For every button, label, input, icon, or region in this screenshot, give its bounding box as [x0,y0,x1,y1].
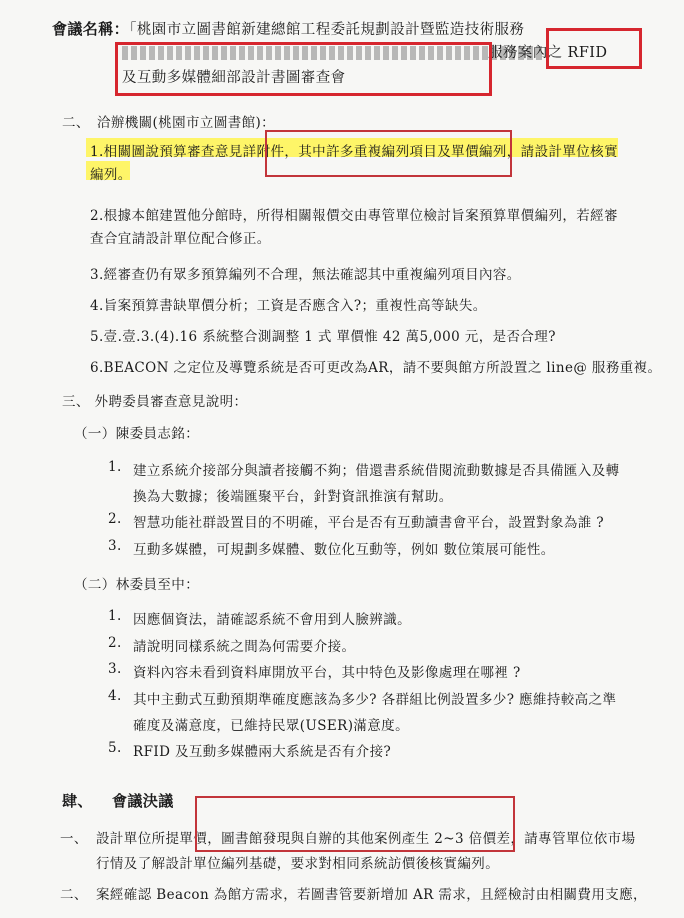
section3-sub1-title: （一）陳委員志銘： [74,426,200,442]
section2-heading: 二、 洽辦機關(桃園市立圖書館)： [62,115,276,131]
section4-heading: 會議決議 [112,792,174,810]
sub1-item1-num: 1. [108,459,122,475]
decision1-line1: 設計單位所提單價，圖書館發現與自辦的其他案例產生 2~3 倍價差，請專管單位依市場 [96,831,636,847]
section2-item6: 6.BEACON 之定位及導覽系統是否可更改為AR，請不要與館方所設置之 line@ 服務重複。 [90,360,662,376]
sub2-item4-num: 4. [108,688,122,704]
section3-sub2-title: （二）林委員至中： [74,577,200,593]
sub2-item4-line2: 確度及滿意度，已維持民眾(USER)滿意度。 [133,718,409,734]
section2-item1-line2: 編列。 [90,167,132,183]
red-highlight-box-decision1 [195,796,515,852]
section2-item2-line1: 2.根據本館建置他分館時，所得相關報價交由專管單位檢討旨案預算單價編列，若經審 [90,208,618,224]
section4-heading-num: 肆、 [62,792,93,810]
decision2-num: 二、 [60,887,88,903]
sub1-item1-line2: 換為大數據；後端匯聚平台，針對資訊推演有幫助。 [133,489,453,505]
red-highlight-box-item1 [265,130,512,177]
sub2-item4-line1: 其中主動式互動預期準確度應該為多少? 各群組比例設置多少? 應維持較高之準 [133,692,617,708]
decision2-line1: 案經確認 Beacon 為館方需求，若圖書管要新增加 AR 需求，且經檢討由相關費用支應， [96,887,647,903]
section3-heading: 三、 外聘委員審查意見說明： [62,394,248,410]
decision1-num: 一、 [60,831,88,847]
section2-item2-line2: 查合宜請設計單位配合修正。 [90,231,271,247]
meeting-title-line2-tail: 服務案內之 RFID [488,45,608,61]
section2-item1-line1: 1.相關圖說預算審查意見詳附件，其中許多重複編列項目及單價編列，請設計單位核實 [90,144,618,160]
sub1-item1-line1: 建立系統介接部分與讀者接觸不夠；借還書系統借閱流動數據是否具備匯入及轉 [133,463,620,479]
sub2-item2: 請說明同樣系統之間為何需要介接。 [133,639,356,655]
sub2-item1-num: 1. [108,608,122,624]
sub2-item3: 資料內容未看到資料庫開放平台，其中特色及影像處理在哪裡 ? [133,665,521,681]
sub2-item5: RFID 及互動多媒體兩大系統是否有介接? [133,744,392,760]
sub1-item3-num: 3. [108,538,122,554]
sub2-item1: 因應個資法，請確認系統不會用到人臉辨識。 [133,612,411,628]
section2-item4: 4.旨案預算書缺單價分析；工資是否應含入?；重複性高等缺失。 [90,298,487,314]
meeting-title-line3: 及互動多媒體細部設計書圖審查會 [122,70,346,86]
sub1-item2-num: 2. [108,511,122,527]
section2-item3: 3.經審查仍有眾多預算編列不合理，無法確認其中重複編列項目內容。 [90,267,521,283]
sub2-item2-num: 2. [108,635,122,651]
sub2-item5-num: 5. [108,740,122,756]
sub1-item2: 智慧功能社群設置目的不明確，平台是否有互動讀書會平台，設置對象為誰 ? [133,515,605,531]
red-highlight-box-rfid [546,28,642,69]
decision1-line2: 行情及了解設計單位編列基礎，要求對相同系統訪價後核實編列。 [96,856,500,872]
meeting-title-line1: 「桃園市立圖書館新建總館工程委託規劃設計暨監造技術服務 [122,22,525,38]
sub1-item3: 互動多媒體，可規劃多媒體、數位化互動等，例如 數位策展可能性。 [133,542,555,558]
section2-item5: 5.壹.壹.3.(4).16 系統整合測調整 1 式 單價惟 42 萬5,000 元，是否合理? [90,329,556,345]
meeting-label: 會議名稱： [52,20,130,38]
red-highlight-box-title [115,42,492,96]
sub2-item3-num: 3. [108,661,122,677]
